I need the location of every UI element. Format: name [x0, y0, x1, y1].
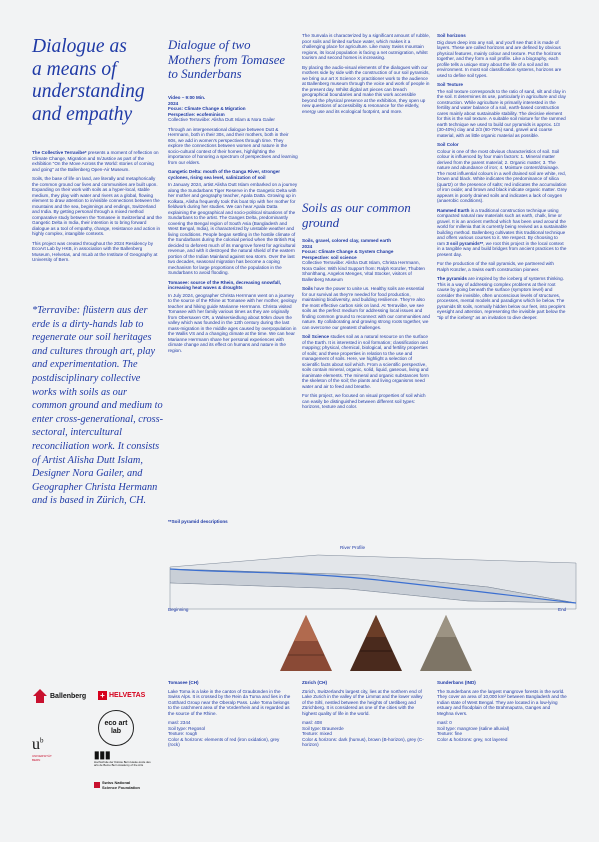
- intro-text: [32, 150, 162, 267]
- card-tomasee: [168, 680, 292, 752]
- card-sunderbans-color: Color & horizons: grey, not layered: [437, 736, 508, 742]
- soils-title: Soils as our common ground: [302, 200, 411, 230]
- soils-section: [302, 238, 430, 414]
- card-sunderbans-text: The Sunderbans are the largest mangrove forests in the world. They cover an area of 10,000 km² between Bangladesh and the Indian state of West Bengal. They are located in a low-lying estuary and floodplain of the Brahmaputra, Ganges and Meghna rivers.: [437, 688, 567, 716]
- gangetic-delta-heading: Gangetic Delta: mouth of the Ganga River, stronger cyclones, rising sea level, salinization of soil: [168, 169, 281, 180]
- center-top-text: [302, 33, 430, 118]
- card-sunderbans-soil-type: Soil type: mangrove (saline alluvial): [437, 725, 510, 731]
- intro-paragraph-2: Soils, the base of life on land, are literally and metaphorically the common ground our lives and communities are built upon. Expanding on their work with soils as a hyper-local, stable medium, they play with water and rivers as a global, flowing element to draw attention to in/visible connections between the mountains and the sea, beginnings and endings, Switzerland and India. By getting personal through a mixed method comparative study between the Tomasee in Switzerland and the Gangetic Delta in India, their intention is to bring forward dialogue as a tool of empathy, change, resistance and action in highly complex, intangible contexts.: [32, 176, 162, 236]
- video-paragraph-1: Through an intergenerational dialogue between Dutt & Herrmann, both in their 30s, and their mothers, both in their 60s, we add in women's perspectives through time. They explore the connections between women and nature in the socio-cultural context of their homes, highlighting the importance of honoring a spectrum of perspectives and learning from our elders.: [168, 126, 298, 165]
- pyramid-production-text: For the production of the soil pyramids, we partnered with Ralph Künzler, a Swiss earth construction pioneer.: [437, 261, 554, 272]
- card-sunderbans: [437, 680, 567, 746]
- gangetic-delta-text: In January 2024, artist Alisha Dutt Islam embarked on a journey along the Sundarbans Tiger Reserve in the Gangetic Delta with her mother and geography teacher, Apala Datta. Growing up in Kolkata, Alisha frequently took this boat trip with her mother for fieldwork during her studies. We can hear Apala Datta explaining the geographical and socio-political situations of the Sundarbans to the artist. The Ganges Delta, predominantly covering the Bengal region of South Asia (Bangladesh and West Bengal, India), is characterized by unstable weather and living conditions. People began settling in the hostile climate of the Sundarbans during the colonial period when the British Raj decided to deforest much of its mangrove forest for agricultural revenue, and with it destroyed the natural shield of the eastern portion of the Indian Mainland against sea storm. Over the last two decades, seasonal migration has become a coping mechanism for large proportions of the population in the Sundarbans to avoid flooding.: [168, 182, 298, 275]
- video-duration: Video – 9:00 Min.: [168, 95, 206, 100]
- hkb-wordmark: Hochschule der Künste Bern Haute école des arts de Berne Bern Academy of the Arts: [94, 760, 151, 768]
- pyramid-section-label: **Soil pyramid descriptions: [168, 519, 228, 524]
- video-credits: Collective Terraviibe: Alisha Dutt Islam & Nora Gailer: [168, 117, 275, 122]
- main-title-line4: and empathy: [32, 103, 133, 125]
- unibe-wordmark: UNIVERSITÄT BERN: [32, 754, 52, 762]
- snsf-logo: [94, 780, 146, 790]
- profile-end-label: End: [558, 607, 567, 612]
- card-tomasee-color: Color & horizons: elements of red (iron oxidation), grey (rock): [168, 736, 280, 747]
- ballenberg-house-icon: [32, 688, 48, 704]
- card-zurich-soil-type: Soil type: Braunerde: [302, 725, 344, 731]
- pyramids-text: are inspired by the iceberg of systems thinking. This is a way of addressing complex problems at their root cause by going beneath the surface (symptom level) and consider the invisible, often unconscious levels of structures, processes, mental models and paradigms which lie below. The pyramids tilt soils, normally hidden below our feet, into people's eyesight and attention, representing the invisible part below the "tip of the iceberg" as an invitation to dive deeper.: [437, 276, 566, 320]
- intro-paragraph-1: presents a moment of reflection on Climate Change, Migration and In/Justice as part of the exhibition "On the Move Across the World: stories of coming and going" at the Ballenberg Open-Air Museum.: [32, 150, 159, 172]
- ballenberg-logo: [32, 688, 86, 704]
- unibe-logo: [32, 736, 58, 762]
- ecoart-wordmark: eco art lab: [104, 720, 128, 735]
- profile-beginning-label: Beginning: [168, 607, 189, 612]
- intro-collective-name: The Collective Terravibe*: [32, 150, 87, 155]
- card-zurich-title: Zürich (CH): [302, 680, 328, 685]
- terraviibe-quote: *Terravibe: flüstern aus der erde is a dirty-hands lab to regenerate our soil heritages and cultures through art, play and experimentation. The postdisciplinary collective works with soils as our common ground and medium to enter cross-generational, cross-sectoral, intercultural reconciliation work. It consists of Artist Alisha Dutt Islam, Designer Nora Gailer, and Geographer Christa Hermann and is based in Zürich, CH.: [32, 305, 164, 507]
- soils-paragraph-3: For this project, we focused on visual properties of soil which can easily be distinguished between different soil types: horizons, texture and color.: [302, 393, 426, 409]
- card-zurich-texture: Texture: mixed: [302, 731, 332, 736]
- card-sunderbans-masl: masl: 0: [437, 720, 452, 725]
- hkb-logo: [94, 750, 156, 768]
- video-section: [168, 95, 298, 357]
- ballenberg-wordmark: Ballenberg: [50, 692, 87, 700]
- sunvala-paragraph: The Sunvala is characterized by a significant amount of rubble, poor soils and limited surface water, which makes it a challenging place for agriculture. Like many Swiss mountain regions, its local population is facing a net outmigration, whilst tourism and second homes is increasing.: [302, 33, 430, 60]
- snsf-square-icon: [94, 782, 100, 788]
- card-tomasee-texture: Texture: rough: [168, 731, 198, 736]
- soil-color-heading: Soil Color: [437, 142, 459, 147]
- video-title: Dialogue of two Mothers from Tomasee to Sunderbans: [168, 38, 286, 81]
- intro-paragraph-3: This project was created throughout the 2024 Residency by EcoArt Lab by HKB, in association with the Ballenberg Museum, Helvetas, and mLab at the Institute of Geography at University of Bern.: [32, 240, 158, 262]
- soils-term: Soils: [302, 286, 313, 291]
- hkb-mark-icon: ▮▮▮: [94, 750, 111, 761]
- card-tomasee-masl: masl: 2344: [168, 720, 191, 725]
- card-zurich-text: Zürich, Switzerland's largest city, lies at the northern end of Lake Zurich in the valley of the Limmat and the lower valley of the Sihl, nestled between the heights of Uetliberg and Zürichberg. It is considered as one of the cities with the highest quality of life in the world.: [302, 688, 423, 716]
- rammed-earth-heading: Rammed Earth: [437, 207, 470, 213]
- helvetas-cross-icon: +: [98, 691, 107, 700]
- logos: [32, 688, 162, 838]
- main-title-line3: understanding: [32, 81, 145, 102]
- pyramid-section: [168, 515, 578, 675]
- soils-paragraph-2: studies soil as a natural resource on the surface of the Earth. It is interested in soil formation; classification and mapping; physical, chemical, biological, and fertility properties of soils; and these properties in relation to the use and management of soils. Here, we highlight a selection of scientific facts about soil which. From a scientific perspective, soils contain mineral, organic, solid, liquid, gaseous, living and inanimate elements. The mineral and organic substances form the skeleton of the soil; the plants and living organisms need water and air to feed and breathe.: [302, 334, 429, 389]
- rammed-earth-pyramids: 3 soil pyramids**: [446, 240, 484, 246]
- card-sunderbans-texture: Texture: fine: [437, 731, 463, 736]
- helvetas-logo: [98, 691, 145, 700]
- helvetas-wordmark: HELVETAS: [109, 692, 146, 699]
- video-perspective: Perspective: ecofeminism: [168, 111, 225, 117]
- tomasee-pyramid-image: [276, 613, 336, 673]
- ecoart-lab-logo: [98, 710, 134, 746]
- card-sunderbans-title: Sunderbans (IND): [437, 680, 476, 685]
- rammed-earth-text-a: is a traditional construction technique using compacted natural raw materials such as earth, chalk, lime or gravel. It is an ancient method which has been used around the world for millenia that is currently being revived as a sustainable building method. Ballenberg cultivates this traditional technique and offers various courses to it. We respect. By choosing to ram: [437, 207, 567, 246]
- sunderbans-pyramid-image: [416, 613, 476, 673]
- zurich-pyramid-image: [346, 613, 406, 673]
- video-focus: Focus: Climate Change & Migration: [168, 106, 246, 111]
- snsf-wordmark: Swiss National Science Foundation: [102, 780, 141, 790]
- soil-horizons-heading: Soil horizons: [437, 33, 466, 38]
- pyramids-term: The pyramids: [437, 276, 467, 281]
- audio-visual-paragraph: By placing the audio-visual elements of the dialogues with our mothers side by side with the construction of our soil pyramids, we bring our art X Science X practitioner work to the audience at Ballenberg museum through the voice and work of people in the present day. Whilst digital art pieces can breach geographical boundaries and make this work accessible beyond the physical presence at the exhibition, they open up new questions of accessibility & resonance for the elderly, energy use and its ecological footprint, and more.: [302, 64, 430, 114]
- card-tomasee-soil-type: Soil type: Regosol: [168, 725, 206, 731]
- right-column: [437, 33, 567, 324]
- main-title-line1: Dialogue as: [32, 36, 127, 57]
- card-zurich-masl: masl: 408: [302, 720, 322, 725]
- soils-paragraph-1: have the power to unite us. Healthy soils are essential for our survival as they're needed for food production, maintaining biodiversity, and building resilience. They're also the most effective carbon sink on land. At Terraviibe, we see soils as the perfect medium for addressing local issues and finding common ground to reconnect with our communities and nature. By collaborating and growing strong roots together, we can overcome our greatest challenges.: [302, 286, 430, 330]
- card-tomasee-text: Lake Toma is a lake in the canton of Graubünden in the Swiss Alps. It is crossed by the Rein da Tuma and lies in the Gotthard Group near the Oberalp Pass. Lake Toma belongs to the catchment area of the Vorderrhein and is regarded as the source of the Rhine.: [168, 688, 291, 716]
- tomasee-text: In July 2024, geographer Christa Herrmann went on a journey to the source of the Rhine at Tomasee with her mother, geology teacher and hiking guide Marianne Herrmann. Christa visited Tomasee with her family various times as they are originally from Obersaxen GR, a Walsersiedlung about 50km down the valley which was founded in the 12th century during the last mass-migration in the middle ages caused by overpopulation in the Wallis VS and a changing climate at the time. We can hear Marianne Herrmann share her personal experiences with climate change and its effect on humans and nature in the region.: [168, 292, 297, 353]
- card-zurich-color: Color & horizons: dark (humus), brown (B-horizon), grey (C-horizon): [302, 736, 424, 747]
- soils-credits: Collective Terraviibe: Alisha Dutt Islam, Christa Herrmann, Nora Gailer. With kind Support from: Ralph Künzler, Thubten Shonlthang, Angelos Menges, Vital Stocker, visitors of Ballenberg Museum: [302, 260, 425, 282]
- card-tomasee-title: Tomasee (CH): [168, 680, 199, 685]
- unibe-u-icon: $u^b$: [32, 736, 44, 753]
- soil-science-term: Soil Science: [302, 334, 330, 339]
- video-year: 2024: [168, 100, 179, 106]
- soil-texture-text: The soil texture corresponds to the ratio of sand, silt and clay in the soil. It determines its use, particularly in agriculture and clay construction. While agriculture is primarily interested in the fertility and water balance of a soil, earth-based construction cares mainly about sustainable stability. The decisive element for this is the soil texture. A suitable soil mixture for the rammed earth technique we used to build our pyramids is approx. 1/3 (30-40%) clay and 2/3 (60-70%) sand, gravel and coarse material, with as little organic material as possible.: [437, 88, 566, 138]
- soils-perspective: Perspective: soil science: [302, 254, 357, 260]
- soils-materials: Soils, gravel, colored clay, rammed earth: [302, 238, 392, 243]
- soil-color-text: Colour is one of the most obvious characteristics of soil. Soil colour is influenced by four main factors: 1. Mineral matter derived from the parent material; 2. Organic matter; 3. The nature and abundance of iron; 4. Moisture content/drainage. The most influential colours in a well drained soil are white, red, brown and black. White indicates the predominance of silica (quartz) or the presence of salts; red indicates the accumulation of iron oxide; and brown and black indicate organic matter. Grey appears in poorly drained soils and indicates a lack of oxygen (anaerobic conditions).: [437, 148, 567, 203]
- soils-focus: Focus: Climate Change & System Change: [302, 249, 394, 254]
- river-profile-label: River Profile: [340, 545, 366, 550]
- soil-horizons-text: Dig down deep into any soil, and you'll see that it is made of layers. These are called horizons and are defined by obvious physical features, mainly colour and texture. Put the horizons together, and they form a soil profile. Like a biography, each profile tells a unique story about the life of a soil and its environment. In most soil classification systems, horizons are used to define soil types.: [437, 39, 562, 78]
- soils-year: 2024: [302, 243, 313, 249]
- main-title-line2: a means of: [32, 58, 117, 80]
- tomasee-heading: Tomasee: source of the Rhein, decreasing snowfall, increasing heat waves & droughts: [168, 279, 281, 290]
- river-profile-illustration: [168, 553, 578, 611]
- main-title: [32, 36, 162, 126]
- rammed-earth-text-c: , we root this project in the local context in a tangible way and build bridges from ancient practices to the present day.: [437, 240, 567, 257]
- soil-texture-heading: Soil Texture: [437, 82, 463, 87]
- card-zurich: [302, 680, 426, 752]
